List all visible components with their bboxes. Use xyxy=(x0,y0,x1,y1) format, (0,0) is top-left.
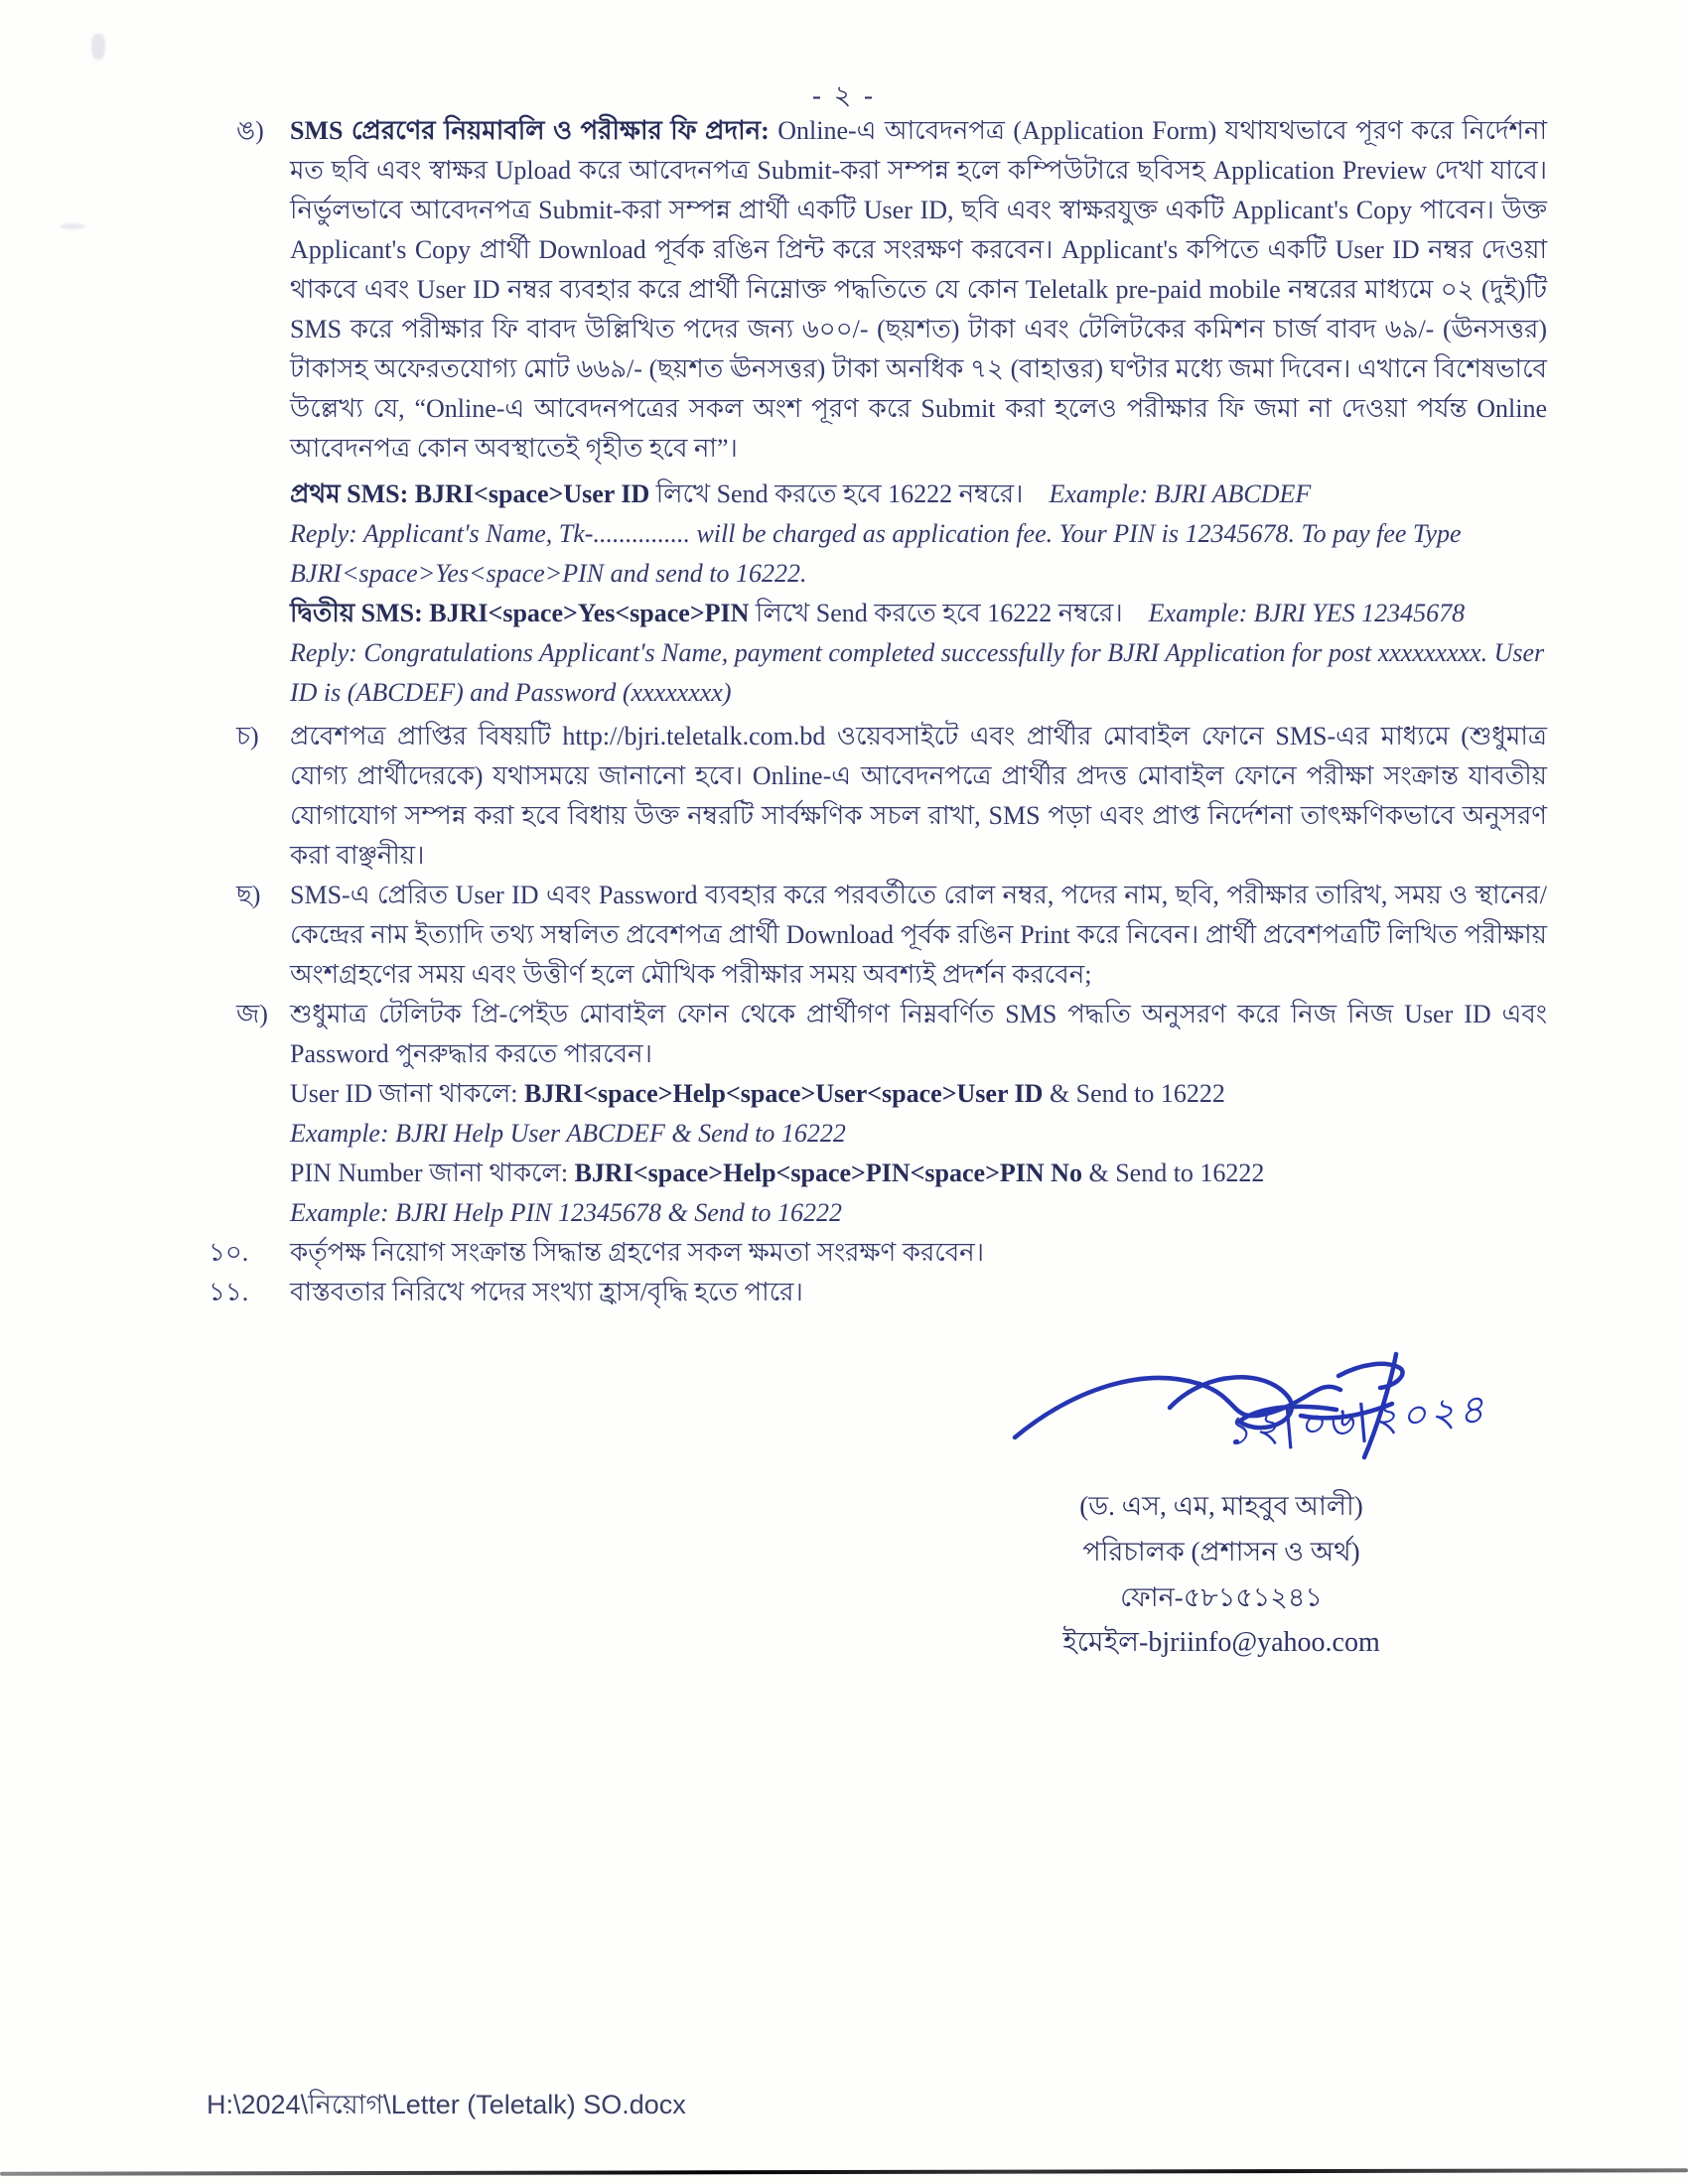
help-userid-example: Example: BJRI Help User ABCDEF & Send to 16222 xyxy=(290,1119,846,1148)
second-sms-command: দ্বিতীয় SMS: BJRI<space>Yes<space>PIN xyxy=(290,599,756,627)
scan-edge-line xyxy=(0,2168,1688,2176)
item-label: ছ) xyxy=(236,881,261,909)
list-item-cho xyxy=(236,717,1547,876)
document-body xyxy=(209,111,1547,1666)
page-number: - ২ - xyxy=(811,80,877,110)
first-sms-example: Example: BJRI ABCDEF xyxy=(1049,479,1312,508)
handwritten-date: ১২|০৬|২০২৪ xyxy=(1222,1386,1489,1455)
help-userid-prefix: User ID জানা থাকলে: xyxy=(290,1079,524,1108)
item-paragraph: Online-এ আবেদনপত্র (Application Form) যথাযথভাবে পূরণ করে নির্দেশনা মত ছবি এবং স্বাক্ষর Upload করে আবেদনপত্র Submit-করা সম্পন্ন হলে কম্পিউটারে ছবিসহ Application Preview দেখা যাবে। নির্ভুলভাবে আবেদনপত্র Submit-করা সম্পন্ন প্রার্থী একটি User ID, ছবি এবং স্বাক্ষরযুক্ত একটি Applicant's Copy পাবেন। উক্ত Applicant's Copy প্রার্থী Download পূর্বক রঙিন প্রিন্ট করে সংরক্ষণ করবেন। Applicant's কপিতে একটি User ID নম্বর দেওয়া থাকবে এবং User ID নম্বর ব্যবহার করে প্রার্থী নিম্নোক্ত পদ্ধতিতে যে কোন Teletalk pre-paid mobile নম্বরের মাধ্যমে ০২ (দুই)টি SMS করে পরীক্ষার ফি বাবদ উল্লিখিত পদের জন্য ৬০০/- (ছয়শত) টাকা এবং টেলিটকের কমিশন চার্জ বাবদ ৬৯/- (ঊনসত্তর) টাকাসহ অফেরতযোগ্য মোট ৬৬৯/- (ছয়শত ঊনসত্তর) টাকা অনধিক ৭২ (বাহাত্তর) ঘণ্টার মধ্যে জমা দিবেন। এখানে বিশেষভাবে উল্লেখ্য যে, “Online-এ আবেদনপত্রের সকল অংশ পূরণ করে Submit করা হলেও পরীক্ষার ফি জমা না দেওয়া পর্যন্ত Online আবেদনপত্র কোন অবস্থাতেই গৃহীত হবে না”। xyxy=(290,116,1547,463)
first-sms-line xyxy=(290,475,1547,514)
help-pin-example: Example: BJRI Help PIN 12345678 & Send to 16222 xyxy=(290,1198,842,1227)
item-label: ১০. xyxy=(209,1238,249,1267)
first-sms-text: লিখে Send করতে হবে 16222 নম্বরে। xyxy=(655,479,1024,508)
signature-area xyxy=(973,1346,1489,1477)
signatory-designation: পরিচালক (প্রশাসন ও অর্থ) xyxy=(1082,1537,1360,1567)
item-paragraph: কর্তৃপক্ষ নিয়োগ সংক্রান্ত সিদ্ধান্ত গ্রহণের সকল ক্ষমতা সংরক্ষণ করবেন। xyxy=(290,1238,984,1267)
list-item-jo xyxy=(236,995,1547,1074)
item-label: জ) xyxy=(236,1000,268,1028)
file-path-footer: H:\2024\নিয়োগ\Letter (Teletalk) SO.docx xyxy=(207,2090,686,2119)
list-item-ngo xyxy=(236,111,1547,469)
scan-smudge-2 xyxy=(60,223,85,229)
second-sms-text: লিখে Send করতে হবে 16222 নম্বরে। xyxy=(755,599,1123,627)
help-userid-suffix: & Send to 16222 xyxy=(1043,1079,1225,1108)
help-sms-block xyxy=(290,1074,1547,1233)
second-sms-example: Example: BJRI YES 12345678 xyxy=(1148,599,1466,627)
sms-instructions-block xyxy=(290,475,1547,713)
list-item-10 xyxy=(209,1233,1547,1273)
item-label: ঙ) xyxy=(236,116,264,145)
help-pin-prefix: PIN Number জানা থাকলে: xyxy=(290,1159,575,1187)
first-sms-reply: Reply: Applicant's Name, Tk-............... will be charged as application fee. Your PIN is 12345678. To pay fee Type BJRI<space>Yes<space>PIN and send to 16222. xyxy=(290,519,1462,588)
item-heading: SMS প্রেরণের নিয়মাবলি ও পরীক্ষার ফি প্রদান: xyxy=(290,116,778,145)
second-sms-line xyxy=(290,594,1547,633)
second-sms-reply: Reply: Congratulations Applicant's Name, payment completed successfully for BJRI Application for post xxxxxxxxx. User ID is (ABCDEF) and Password (xxxxxxxx) xyxy=(290,638,1545,707)
item-text xyxy=(290,111,1547,469)
item-paragraph: প্রবেশপত্র প্রাপ্তির বিষয়টি http://bjri.teletalk.com.bd ওয়েবসাইটে এবং প্রার্থীর মোবাইল ফোনে SMS-এর মাধ্যমে (শুধুমাত্র যোগ্য প্রার্থীদেরকে) যথাসময়ে জানানো হবে। Online-এ আবেদনপত্রে প্রার্থীর প্রদত্ত মোবাইল ফোনে পরীক্ষা সংক্রান্ত যাবতীয় যোগাযোগ সম্পন্ন করা হবে বিধায় উক্ত নম্বরটি সার্বক্ষণিক সচল রাখা, SMS পড়া এবং প্রাপ্ত নির্দেশনা তাৎক্ষণিকভাবে অনুসরণ করা বাঞ্ছনীয়। xyxy=(290,722,1547,870)
signatory-email: ইমেইল-bjriinfo@yahoo.com xyxy=(1062,1627,1380,1658)
item-label: ১১. xyxy=(209,1278,249,1306)
first-sms-command: প্রথম SMS: BJRI<space>User ID xyxy=(290,479,656,508)
help-pin-suffix: & Send to 16222 xyxy=(1081,1159,1265,1187)
list-item-11 xyxy=(209,1273,1547,1312)
item-paragraph: SMS-এ প্রেরিত User ID এবং Password ব্যবহার করে পরবর্তীতে রোল নম্বর, পদের নাম, ছবি, পরীক্ষার তারিখ, সময় ও স্থানের/কেন্দ্রের নাম ইত্যাদি তথ্য সম্বলিত প্রবেশপত্র প্রার্থী Download পূর্বক রঙিন Print করে নিবেন। প্রার্থী প্রবেশপত্রটি লিখিত পরীক্ষায় অংশগ্রহণের সময় এবং উত্তীর্ণ হলে মৌখিক পরীক্ষার সময় অবশ্যই প্রদর্শন করবেন; xyxy=(290,881,1547,989)
scan-smudge xyxy=(91,34,105,60)
help-pin-command: BJRI<space>Help<space>PIN<space>PIN No xyxy=(574,1159,1082,1187)
help-userid-line xyxy=(290,1074,1547,1114)
signatory-phone: ফোন-৫৮১৫১২৪১ xyxy=(1120,1582,1323,1612)
item-paragraph: শুধুমাত্র টেলিটক প্রি-পেইড মোবাইল ফোন থেকে প্রার্থীগণ নিম্নবর্ণিত SMS পদ্ধতি অনুসরণ করে নিজ নিজ User ID এবং Password পুনরুদ্ধার করতে পারবেন। xyxy=(290,1000,1547,1068)
signatory-name: (ড. এস, এম, মাহবুব আলী) xyxy=(1079,1491,1363,1521)
item-paragraph: বাস্তবতার নিরিখে পদের সংখ্যা হ্রাস/বৃদ্ধি হতে পারে। xyxy=(290,1278,803,1306)
signature-block xyxy=(973,1346,1489,1666)
help-pin-line xyxy=(290,1154,1547,1193)
item-label: চ) xyxy=(236,722,259,751)
list-item-chho xyxy=(236,876,1547,995)
help-userid-command: BJRI<space>Help<space>User<space>User ID xyxy=(524,1079,1044,1108)
